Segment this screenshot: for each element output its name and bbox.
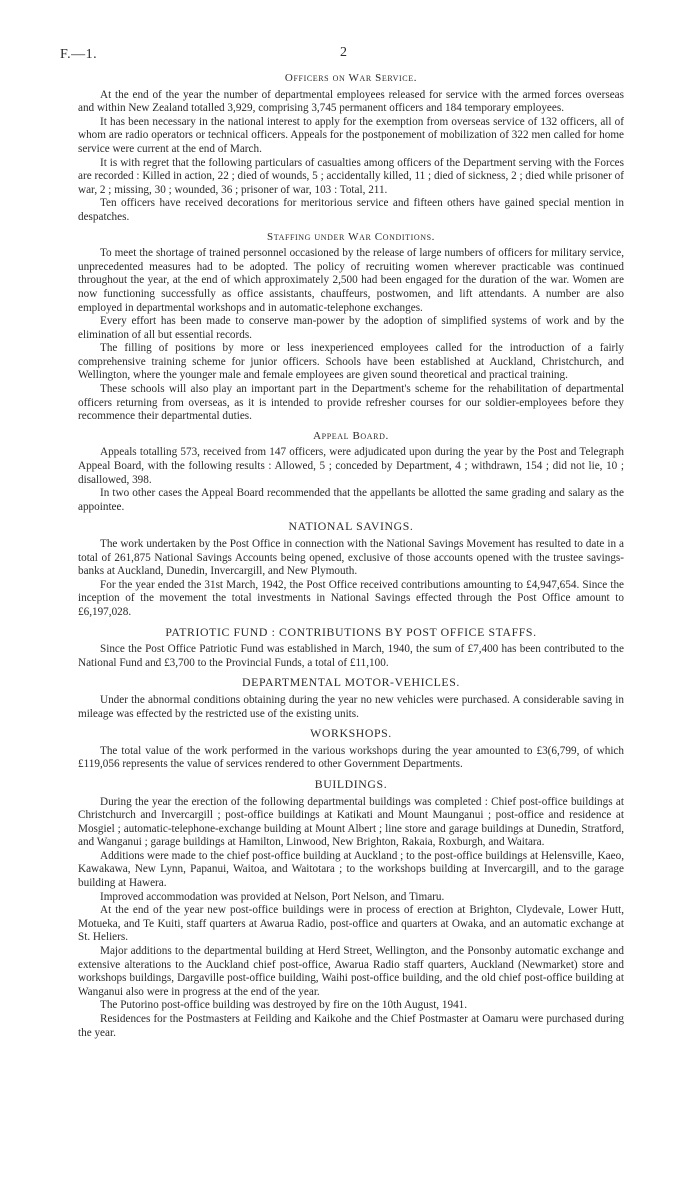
- section-heading: WORKSHOPS.: [310, 726, 392, 741]
- paragraph: Since the Post Office Patriotic Fund was established in March, 1940, the sum of £7,400 has been contributed to the National Fund and £3,700 to the Provincial Funds, a total of £11,100.: [78, 643, 624, 669]
- paragraph: The filling of positions by more or less inexperienced employees called for the introduction of a fairly comprehensive training scheme for junior officers. Schools have been established at Auckland, Christchurch, and Wellington, where the younger male and female employees are given sound theoretical and practical training.: [78, 342, 624, 382]
- paragraph: During the year the erection of the following departmental buildings was completed : Chief post-office buildings at Christchurch and Invercargill ; post-office buildings at Katikati and Mount Maunganui ; post-office and residence at Mosgiel ; automatic-telephone-exchange building at Mount Albert ; line store and garage buildings at Dunedin, Stratford, and Wanganui ; garage buildings at Hamilton, Linwood, New Brighton, Rakaia, Roxburgh, and Waitara.: [78, 795, 624, 849]
- paragraph: Major additions to the departmental building at Herd Street, Wellington, and the Ponsonby automatic exchange and extensive alterations to the Auckland chief post-office, Awarua Radio staff quarters, Auckland (Newmarket) store and workshops buildings, Dargaville post-office building, Waihi post-office building, and the old chief post-office building at Wanganui also were in progress at the end of the year.: [78, 945, 624, 998]
- paragraph: At the end of the year new post-office buildings were in process of erection at Brighton, Clydevale, Lower Hutt, Motueka, and Te Kuiti, staff quarters at Awarua Radio, post-office and quarters at Owaka, and an automatic exchange at St. Heliers.: [78, 904, 624, 944]
- paragraph: Additions were made to the chief post-office building at Auckland ; to the post-office buildings at Helensville, Kaeo, Kawakawa, New Lynn, Papanui, Waitoa, and Waitotara ; to the workshops building at Invercargill, and to the garage building at Hawera.: [78, 849, 624, 890]
- paragraph: The total value of the work performed in the various workshops during the year amounted to £3(6,799, of which £119,056 represents the value of services rendered to other Government Departments.: [78, 744, 624, 771]
- section: [78, 626, 624, 671]
- paragraph: Residences for the Postmasters at Feilding and Kaikohe and the Chief Postmaster at Oamaru were purchased during the year.: [78, 1013, 624, 1039]
- paragraph: The work undertaken by the Post Office in connection with the National Savings Movement has resulted to date in a total of 261,875 National Savings Accounts being opened, exclusive of those accounts opened with the trustee savings-banks at Auckland, Dunedin, Invercargill, and New Plymouth.: [78, 538, 624, 578]
- paragraph: For the year ended the 31st March, 1942, the Post Office received contributions amounting to £4,947,654. Since the inception of the movement the total investments in National Savings effected through the Post Office amount to £6,197,028.: [78, 578, 624, 618]
- paragraph: Every effort has been made to conserve man-power by the adoption of simplified systems of work and by the elimination of all but essential records.: [78, 315, 624, 341]
- document-code: F.—1.: [60, 47, 98, 62]
- section-heading: Officers on War Service.: [284, 72, 418, 84]
- paragraph: To meet the shortage of trained personnel occasioned by the release of large numbers of officers for military service, unprecedented measures had to be adopted. The policy of recruiting women wherever practicable was continued throughout the year, at the end of which approximately 2,500 had been engaged for the duration of the war. Women are now functioning successfully as office assistants, chauffeurs, postwomen, and lift attendants. A number are also employed in departmental workshops and in automatic-telephone exchanges.: [78, 247, 624, 314]
- document-body: [78, 72, 624, 1040]
- paragraph: The Putorino post-office building was destroyed by fire on the 10th August, 1941.: [100, 999, 468, 1012]
- page-number: 2: [340, 45, 347, 60]
- paragraph: Ten officers have received decorations for meritorious service and fifteen others have gained special mention in despatches.: [78, 197, 624, 223]
- section: [78, 778, 624, 1040]
- section: [78, 676, 624, 721]
- section: [78, 520, 624, 619]
- paragraph: In two other cases the Appeal Board recommended that the appellants be allotted the same grading and salary as the appointee.: [78, 487, 624, 513]
- section: [78, 231, 624, 424]
- section-heading: Staffing under War Conditions.: [267, 230, 435, 243]
- section-heading: DEPARTMENTAL MOTOR-VEHICLES.: [242, 675, 460, 690]
- paragraph: It has been necessary in the national interest to apply for the exemption from overseas service of 132 officers, all of whom are radio operators or technical officers. Appeals for the postponement of mobilization of 322 men called for home service were current at the end of March.: [78, 115, 624, 155]
- paragraph: These schools will also play an important part in the Department's scheme for the rehabilitation of departmental officers returning from overseas, as it is intended to provide refresher courses for our soldier-employees before they recommence their departmental duties.: [78, 383, 624, 423]
- section: [78, 72, 624, 225]
- paragraph: Appeals totalling 573, received from 147 officers, were adjudicated upon during the year by the Post and Telegraph Appeal Board, with the following results : Allowed, 5 ; conceded by Department, 4 ; withdrawn, 154 ; did not lie, 10 ; disallowed, 398.: [78, 446, 624, 486]
- section: [78, 727, 624, 772]
- section-heading: Appeal Board.: [313, 429, 389, 442]
- section: [78, 430, 624, 515]
- paragraph: Improved accommodation was provided at Nelson, Port Nelson, and Timaru.: [100, 890, 445, 903]
- section-heading: PATRIOTIC FUND : CONTRIBUTIONS BY POST OFFICE STAFFS.: [165, 624, 537, 639]
- page-header: [60, 40, 624, 66]
- paragraph: Under the abnormal conditions obtaining during the year no new vehicles were purchased. A considerable saving in mileage was effected by the restricted use of the existing units.: [78, 693, 624, 720]
- paragraph: At the end of the year the number of departmental employees released for service with the armed forces overseas and within New Zealand totalled 3,929, comprising 3,745 permanent officers and 184 temporary employees.: [78, 88, 624, 115]
- section-heading: BUILDINGS.: [314, 776, 388, 791]
- paragraph: It is with regret that the following particulars of casualties among officers of the Department serving with the Forces are recorded : Killed in action, 22 ; died of wounds, 5 ; accidentally killed, 11 ; died of sickness, 2 ; died while prisoner of war, 2 ; missing, 30 ; wounded, 36 ; prisoner of war, 103 : Total, 211.: [78, 156, 624, 196]
- section-heading: NATIONAL SAVINGS.: [288, 519, 414, 534]
